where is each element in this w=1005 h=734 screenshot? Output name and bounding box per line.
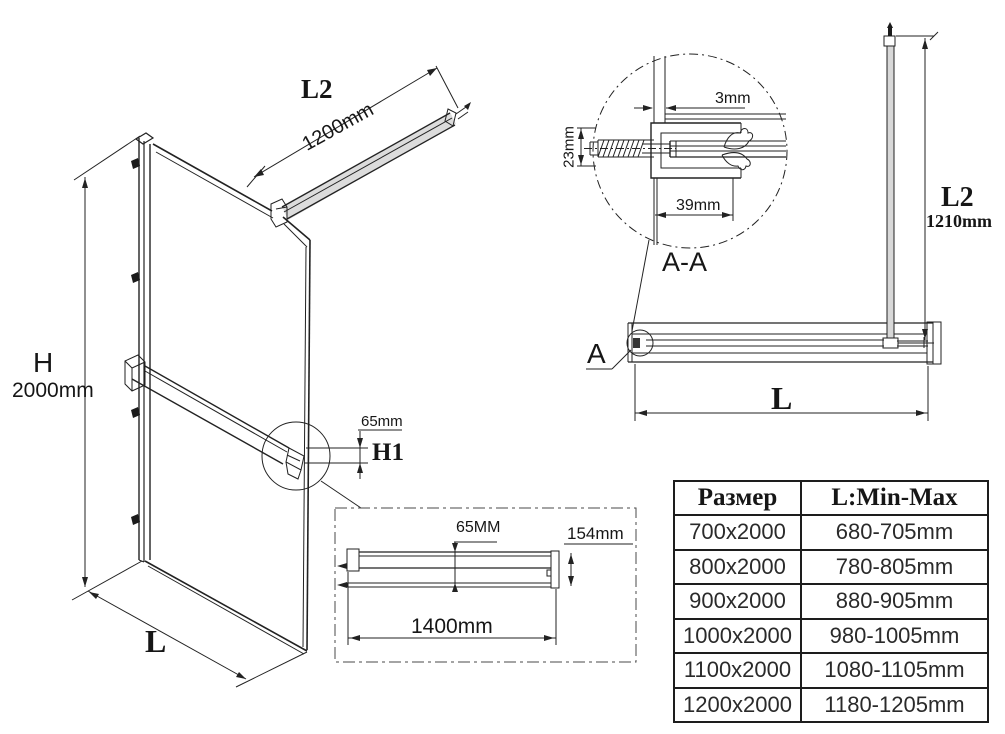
table-header-row (674, 481, 988, 515)
bar-right-bracket (551, 551, 559, 588)
adjustment-screw (584, 140, 676, 157)
support-bar-l2-plan (883, 22, 898, 348)
table-row (674, 688, 988, 723)
cell-size: 1200x2000 (674, 688, 801, 723)
leader-section-to-plan (632, 240, 649, 331)
plan-l-label: L (771, 380, 793, 416)
plan-l2-label: L2 (941, 182, 974, 213)
iso-l2-value: 1200mm (298, 98, 378, 156)
cell-size: 800x2000 (674, 550, 801, 585)
leader-to-inset (321, 481, 361, 508)
section-title: A-A (662, 247, 708, 277)
section-dim-23mm: 23mm (560, 126, 578, 168)
cell-size: 900x2000 (674, 584, 801, 619)
cell-range: 780-805mm (801, 550, 988, 585)
iso-h1-value: 65mm (361, 413, 403, 430)
size-table (673, 480, 989, 723)
spring-clip (722, 153, 750, 170)
cell-size: 700x2000 (674, 515, 801, 550)
section-dim-3mm: 3mm (715, 90, 751, 107)
dim-65mm-inset (452, 542, 497, 592)
table-row (674, 619, 988, 654)
dim-l2-plan (896, 32, 938, 343)
cell-range: 680-705mm (801, 515, 988, 550)
iso-view (72, 66, 471, 687)
detail-circle-h1 (262, 422, 330, 490)
cell-size: 1100x2000 (674, 653, 801, 688)
inset-dim-65: 65MM (456, 519, 501, 536)
bar-glass-connector (271, 199, 287, 227)
wall-profile (131, 133, 153, 562)
dim-l-iso (88, 591, 307, 687)
bar-glass-connector-plan (883, 338, 898, 348)
table-row (674, 515, 988, 550)
table-row (674, 584, 988, 619)
cell-range: 1180-1205mm (801, 688, 988, 723)
towel-bar (125, 355, 304, 479)
bar-left-cap (347, 549, 359, 571)
dim-154mm (564, 544, 633, 586)
plan-view (586, 22, 941, 421)
cell-range: 1080-1105mm (801, 653, 988, 688)
iso-l-label: L (145, 623, 167, 659)
iso-h1-label: H1 (372, 439, 404, 466)
section-dim-39mm: 39mm (676, 197, 721, 214)
cell-range: 980-1005mm (801, 619, 988, 654)
plan-l2-value: 1210mm (926, 211, 992, 231)
cell-range: 880-905mm (801, 584, 988, 619)
inset-dim-1400: 1400mm (411, 615, 493, 638)
col-header-size: Размер (674, 481, 801, 515)
aa-section (577, 54, 787, 331)
iso-h-label: H (33, 347, 54, 378)
table-row (674, 550, 988, 585)
bar-tube (670, 141, 786, 157)
glass-panel (145, 144, 310, 654)
col-header-range: L:Min-Max (801, 481, 988, 515)
iso-l2-label: L2 (301, 74, 333, 104)
table-row (674, 653, 988, 688)
plan-callout-a: A (587, 338, 606, 369)
iso-h-value: 2000mm (12, 379, 94, 402)
inset-dim-154: 154mm (567, 524, 624, 543)
cell-size: 1000x2000 (674, 619, 801, 654)
